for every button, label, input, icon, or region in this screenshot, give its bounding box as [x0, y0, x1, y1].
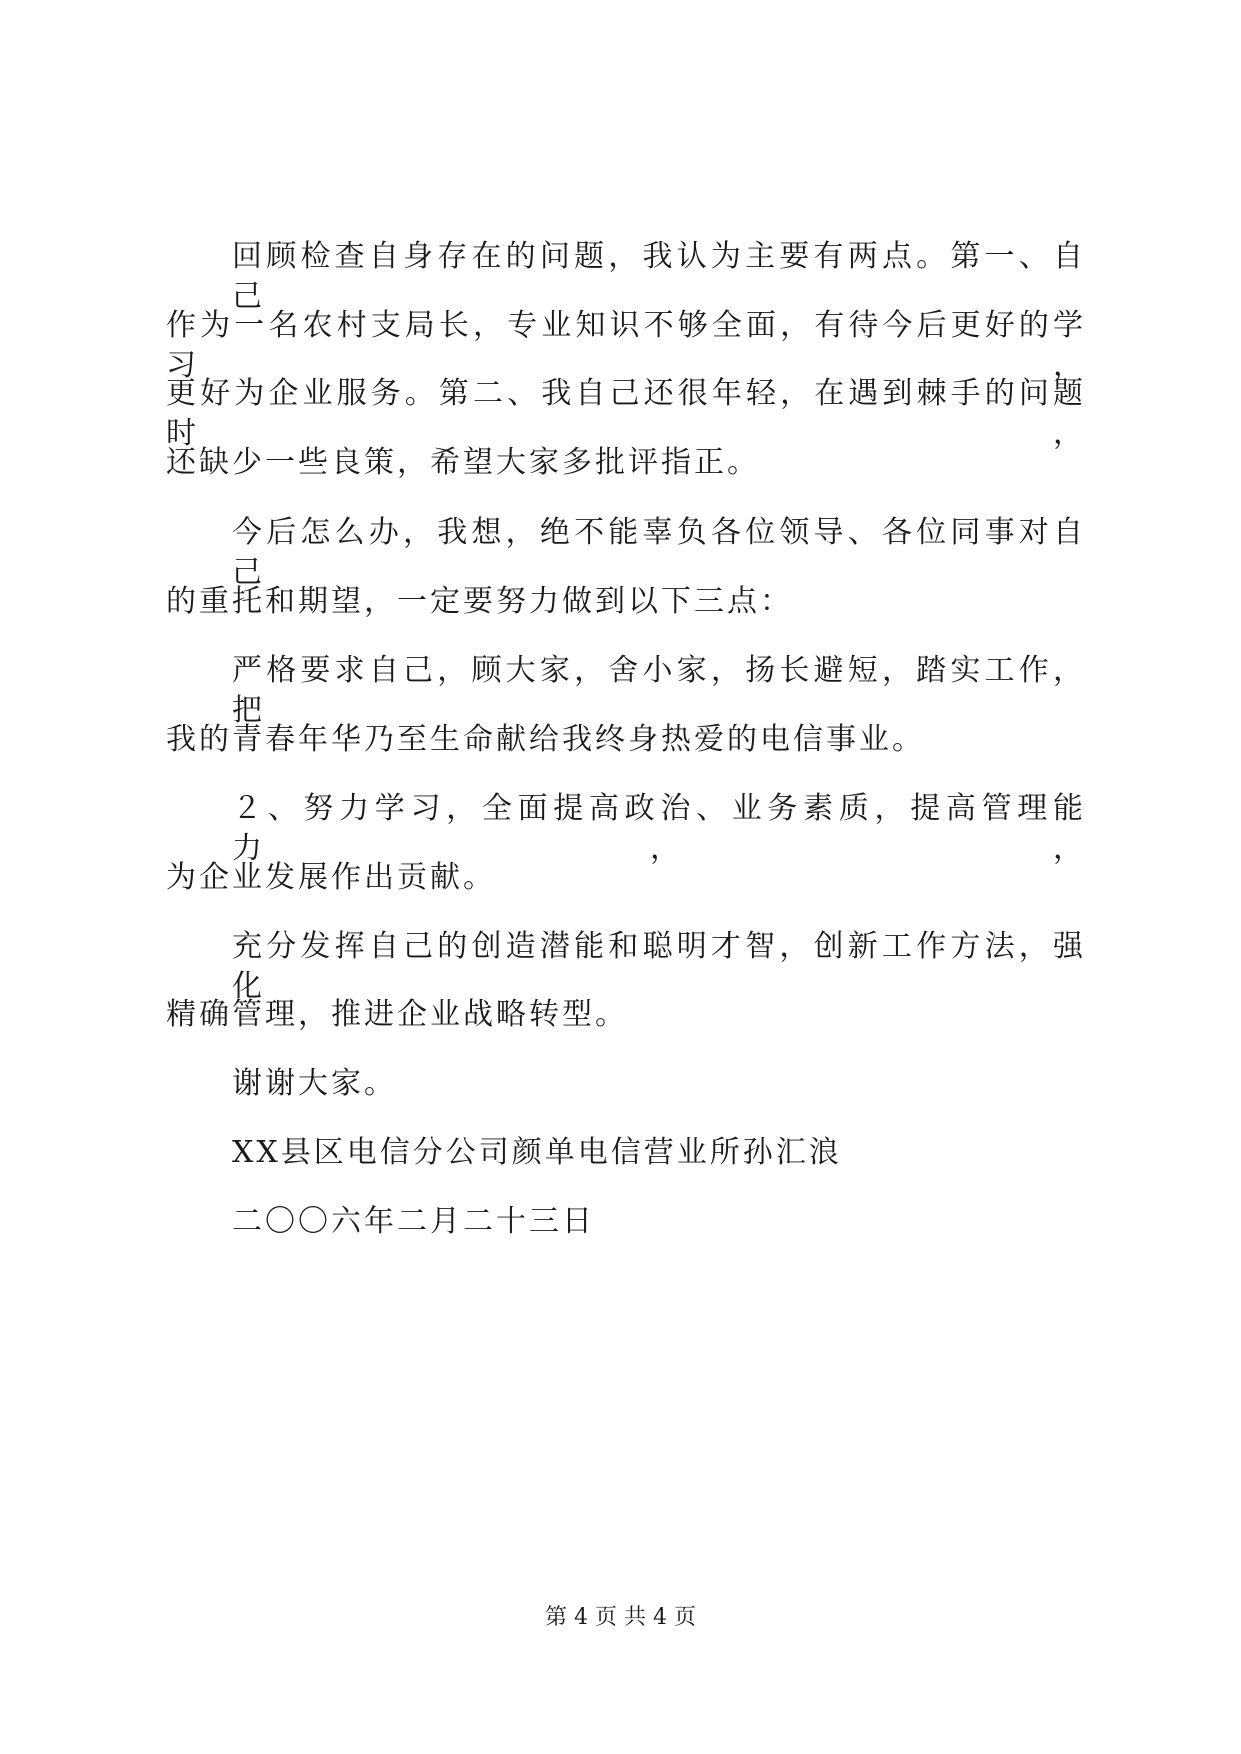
paragraph-line: 充分发挥自己的创造潜能和聪明才智，创新工作方法，强化: [232, 929, 1086, 1004]
page-footer: 第 4 页 共 4 页: [545, 1605, 696, 1630]
date-line: 二〇〇六年二月二十三日: [232, 1204, 595, 1239]
paragraph-line: ２、努力学习，全面提高政治、业务素质，提高管理能力，，: [232, 791, 1086, 866]
paragraph-line: 今后怎么办，我想，绝不能辜负各位领导、各位同事对自己: [232, 515, 1086, 590]
paragraph-line: 更好为企业服务。第二、我自己还很年轻，在遇到棘手的问题时，: [166, 376, 1086, 451]
paragraph-line: 还缺少一些良策，希望大家多批评指正。: [166, 445, 760, 480]
paragraph-line: 为企业发展作出贡献。: [166, 860, 496, 895]
signature-line: XX县区电信分公司颜单电信营业所孙汇浪: [232, 1135, 842, 1170]
paragraph-line: 精确管理，推进企业战略转型。: [166, 997, 628, 1032]
paragraph-line: 作为一名农村支局长，专业知识不够全面，有待今后更好的学习，: [166, 308, 1086, 383]
paragraph-line: 我的青春年华乃至生命献给我终身热爱的电信事业。: [166, 722, 925, 757]
paragraph-line: 严格要求自己，顾大家，舍小家，扬长避短，踏实工作，把: [232, 653, 1086, 728]
paragraph-line: 回顾检查自身存在的问题，我认为主要有两点。第一、自己: [232, 239, 1086, 314]
closing-line: 谢谢大家。: [232, 1066, 397, 1101]
paragraph-line: 的重托和期望，一定要努力做到以下三点：: [166, 584, 793, 619]
